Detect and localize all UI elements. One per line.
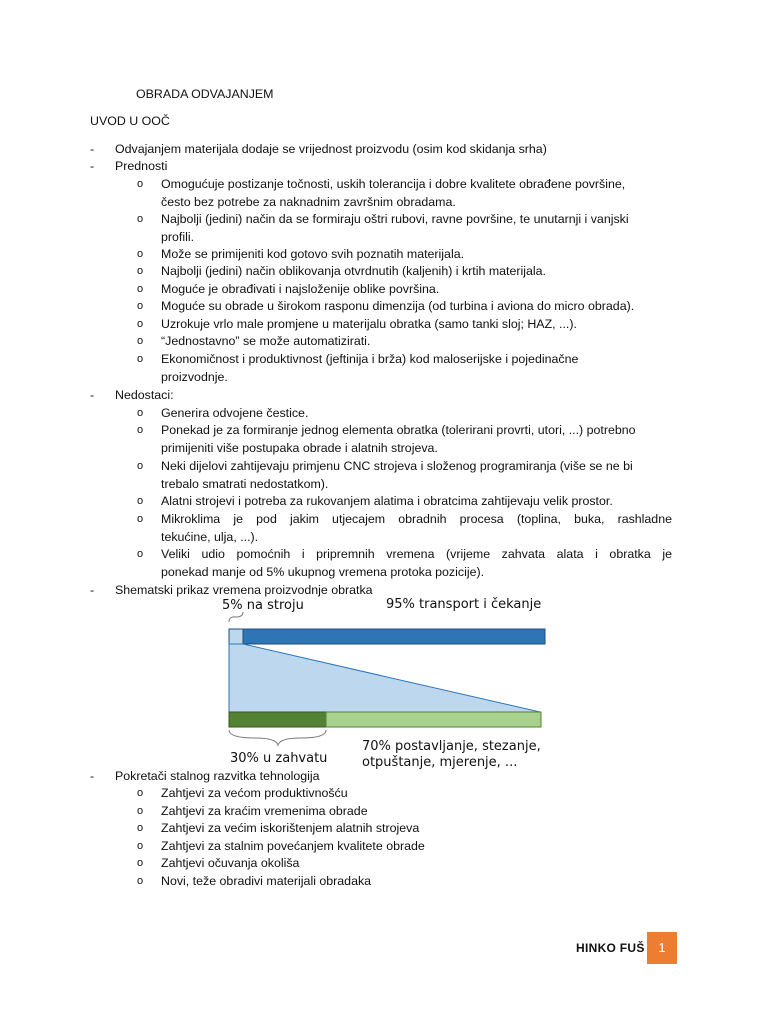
circle-bullet: o [137,407,144,419]
sub-item-line: profili. [161,229,195,244]
sub-item-line: Ekonomičnost i produktivnost (jeftinija i brža) kod maloserijske i pojedinačne [161,352,579,366]
circle-bullet: o [137,840,144,852]
label-transport: 95% transport i čekanje [386,597,542,612]
sub-item-line: Ponekad je za formiranje jednog elementa obratka (tolerirani provrti, utori, ...) potrebno [161,423,636,437]
circle-bullet: o [137,248,144,260]
bar-machine [229,629,243,644]
sub-item-line: Alatni strojevi i potreba za rukovanjem alatima i obratcima zahtijevaju velik prostor. [161,494,613,508]
sub-item-line: Može se primijeniti kod gotovo svih poznatih materijala. [161,247,465,261]
sub-item-line: Zahtjevi za stalnim povećanjem kvalitete obrade [161,839,425,853]
sub-item-line: Zahtjevi za kraćim vremenima obrade [161,804,368,818]
list-item-text: Shematski prikaz vremena proizvodnje obratka [115,583,373,597]
brace-machine [229,612,243,622]
sub-item-line: “Jednostavno” se može automatizirati. [161,334,371,348]
label-setup-line1: 70% postavljanje, stezanje, [362,739,541,754]
circle-bullet: o [137,335,144,347]
circle-bullet: o [137,822,144,834]
triangle-expansion [229,644,540,712]
label-machine: 5% na stroju [222,598,304,613]
sub-item-line: Zahtjevi za većim iskorištenjem alatnih strojeva [161,821,420,835]
circle-bullet: o [137,805,144,817]
circle-bullet: o [137,513,144,525]
sub-item-line: Generira odvojene čestice. [161,406,309,420]
circle-bullet: o [137,495,144,507]
sub-item-line: Mikroklima je pod jakim utjecajem obradnih procesa (toplina, buka, rashladne [161,512,672,526]
sub-item-line: Uzrokuje vrlo male promjene u materijalu obratka (samo tanki sloj; HAZ, ...). [161,317,577,331]
circle-bullet: o [137,283,144,295]
sub-item-line: Moguće su obrade u širokom rasponu dimenzija (od turbina i aviona do micro obrada). [161,299,635,313]
label-engagement: 30% u zahvatu [230,751,328,766]
circle-bullet: o [137,318,144,330]
circle-bullet: o [137,460,144,472]
sub-item-line: trebalo smatrati nedostatkom). [161,476,329,491]
document-title: OBRADA ODVAJANJEM [136,87,274,101]
circle-bullet: o [137,548,144,560]
list-item-text: Pokretači stalnog razvitka tehnologija [115,769,320,783]
sub-item-line: proizvodnje. [161,369,228,384]
circle-bullet: o [137,300,144,312]
sub-item-line: ponekad manje od 5% ukupnog vremena protoka pozicije). [161,564,485,579]
bar-engagement [229,712,326,727]
bar-setup [326,712,541,727]
sub-item-line: Veliki udio pomoćnih i pripremnih vremena (vrijeme zahvata alata i obratka je [161,547,672,561]
dash-bullet: - [90,769,95,783]
sub-item-line: Novi, teže obradivi materijali obradaka [161,874,372,888]
sub-item-line: tekućine, ulja, ...). [161,529,259,544]
circle-bullet: o [137,213,144,225]
circle-bullet: o [137,787,144,799]
sub-item-line: Neki dijelovi zahtijevaju primjenu CNC strojeva i složenog programiranja (više se ne bi [161,459,633,473]
circle-bullet: o [137,875,144,887]
dash-bullet: - [90,159,95,173]
sub-item-line: Zahtjevi za većom produktivnošću [161,786,348,800]
sub-item-line: Najbolji (jedini) način oblikovanja otvrdnutih (kaljenih) i krtih materijala. [161,264,546,278]
circle-bullet: o [137,857,144,869]
list-item-text: Odvajanjem materijala dodaje se vrijednost proizvodu (osim kod skidanja srha) [115,142,547,156]
dash-bullet: - [90,583,95,597]
circle-bullet: o [137,353,144,365]
label-setup-line2: otpuštanje, mjerenje, ... [362,755,518,770]
sub-item-line: Najbolji (jedini) način da se formiraju oštri rubovi, ravne površine, te unutarnji i vanjski [161,212,629,226]
circle-bullet: o [137,178,144,190]
dash-bullet: - [90,142,95,156]
footer-author: HINKO FUŠ [576,941,645,955]
circle-bullet: o [137,265,144,277]
sub-item-line: Moguće je obrađivati i najsloženije oblike površina. [161,282,440,296]
section-heading: UVOD U OOČ [90,114,170,128]
sub-item-line: Zahtjevi očuvanja okoliša [161,856,300,870]
page-number-badge: 1 [647,932,677,964]
circle-bullet: o [137,424,144,436]
dash-bullet: - [90,388,95,402]
bar-transport [243,629,545,644]
sub-item-line: primijeniti više postupaka obrade i alatnih strojeva. [161,440,438,455]
sub-item-line: često bez potrebe za naknadnim završnim obradama. [161,194,456,209]
list-item-text: Prednosti [115,159,168,173]
list-item-text: Nedostaci: [115,388,174,402]
brace-engagement [229,730,326,745]
sub-item-line: Omogućuje postizanje točnosti, uskih tolerancija i dobre kvalitete obrađene površine, [161,177,626,191]
